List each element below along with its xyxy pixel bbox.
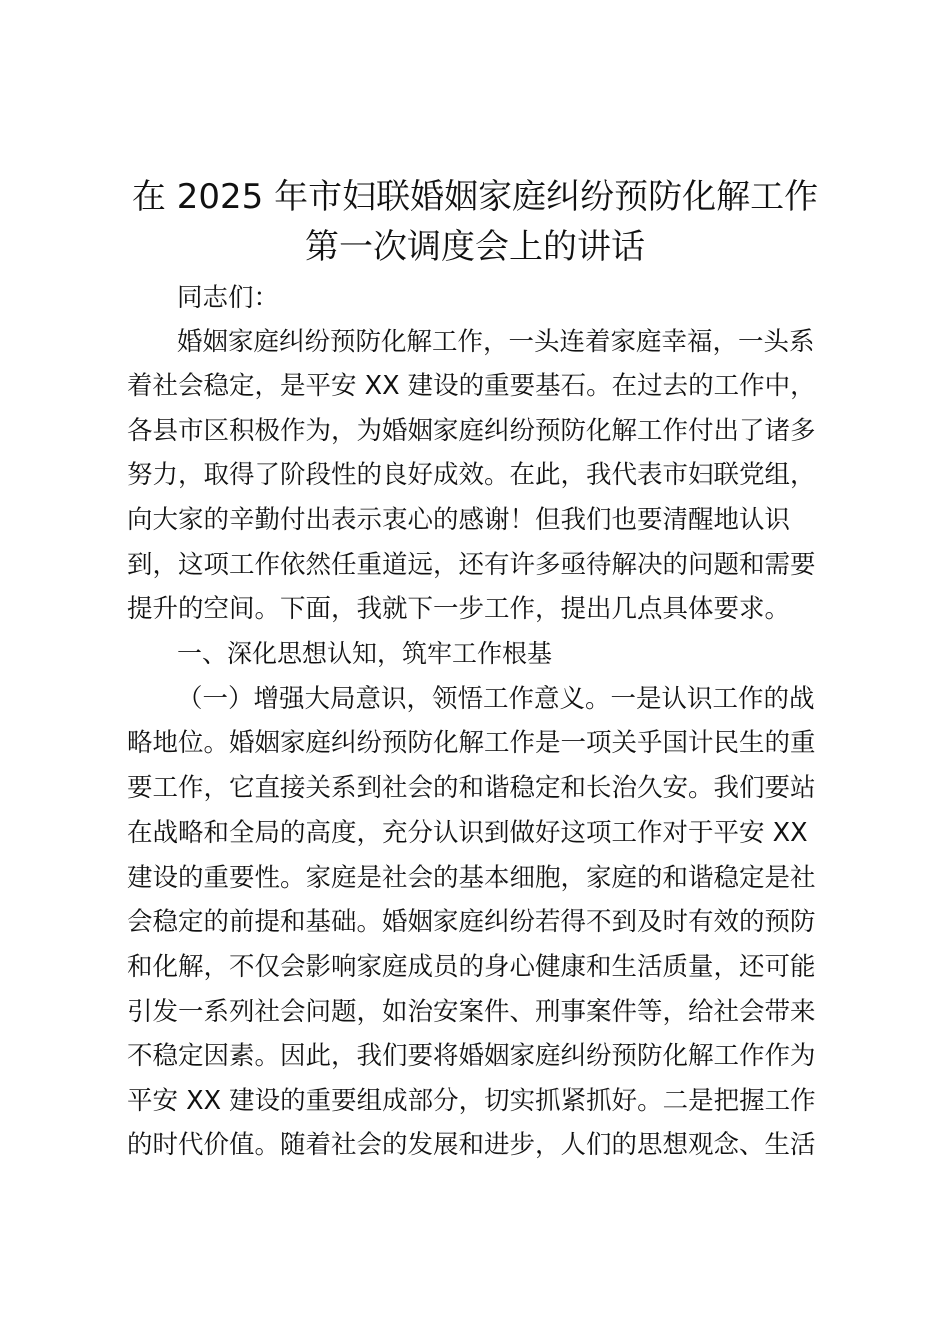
paragraph-line: 引发一系列社会问题，如治安案件、刑事案件等，给社会带来 [127,997,816,1027]
paragraph-line: 不稳定因素。因此，我们要将婚姻家庭纠纷预防化解工作作为 [127,1041,816,1071]
section-heading: 一、深化思想认知，筑牢工作根基 [177,639,553,668]
paragraph-line: 的时代价值。随着社会的发展和进步，人们的思想观念、生活 [127,1130,816,1160]
paragraph-line: 到，这项工作依然任重道远，还有许多亟待解决的问题和需要 [127,550,816,580]
paragraph-line: 要工作，它直接关系到社会的和谐稳定和长治久安。我们要站 [127,773,816,803]
paragraph-line: 向大家的辛勤付出表示衷心的感谢！但我们也要清醒地认识 [127,505,791,535]
paragraph-line: 在战略和全局的高度，充分认识到做好这项工作对于平安 XX [127,818,808,848]
paragraph-line: 婚姻家庭纠纷预防化解工作，一头连着家庭幸福，一头系 [177,327,815,357]
paragraph-line: 和化解，不仅会影响家庭成员的身心健康和生活质量，还可能 [127,952,816,982]
paragraph-line: 略地位。婚姻家庭纠纷预防化解工作是一项关乎国计民生的重 [127,728,816,758]
paragraph-line: 会稳定的前提和基础。婚姻家庭纠纷若得不到及时有效的预防 [127,907,816,937]
paragraph-line: 努力，取得了阶段性的良好成效。在此，我代表市妇联党组， [127,460,816,490]
paragraph-line: 着社会稳定，是平安 XX 建设的重要基石。在过去的工作中， [127,371,816,401]
paragraph-line: 平安 XX 建设的重要组成部分，切实抓紧抓好。二是把握工作 [127,1086,816,1116]
paragraph-line: 提升的空间。下面，我就下一步工作，提出几点具体要求。 [127,594,791,624]
paragraph-line: 建设的重要性。家庭是社会的基本细胞，家庭的和谐稳定是社 [127,863,816,893]
document-title-line-1: 在 2025 年市妇联婚姻家庭纠纷预防化解工作 [131,177,819,217]
paragraph-line: 各县市区积极作为，为婚姻家庭纠纷预防化解工作付出了诸多 [127,416,816,446]
document-title-line-2: 第一次调度会上的讲话 [305,227,645,267]
salutation: 同志们： [177,283,280,313]
paragraph-line: （一）增强大局意识，领悟工作意义。一是认识工作的战 [177,684,815,714]
